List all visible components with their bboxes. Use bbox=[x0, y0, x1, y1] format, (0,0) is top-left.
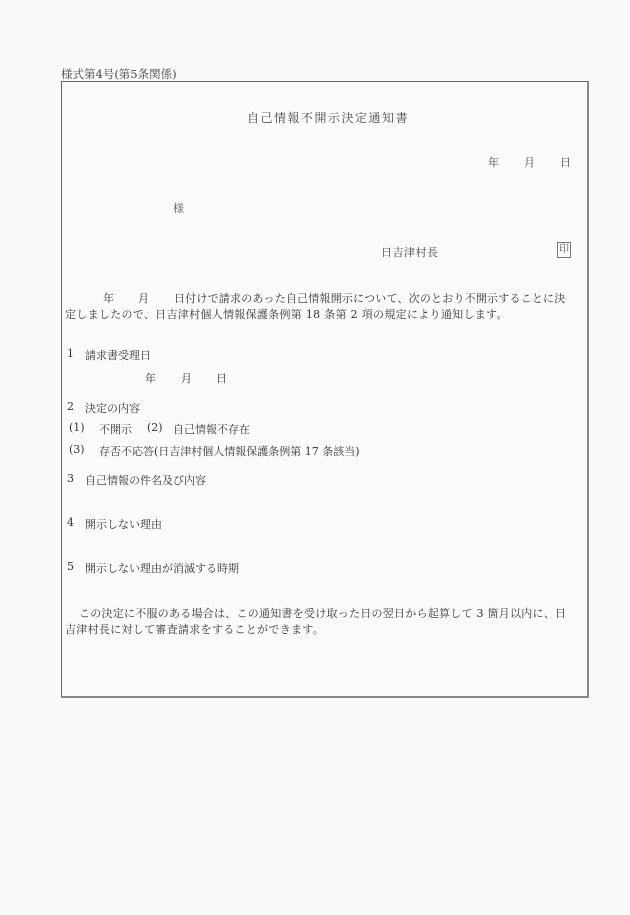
section-4-label: 開示しない理由 bbox=[85, 518, 162, 531]
header-date-month: 月 bbox=[524, 156, 535, 169]
intro-month: 月 bbox=[138, 292, 150, 305]
issuer-name: 日吉津村長 bbox=[381, 246, 439, 259]
intro-year: 年 bbox=[103, 292, 115, 305]
receipt-date-day: 日 bbox=[216, 372, 227, 385]
decision-option-3-number: (3) bbox=[69, 443, 85, 456]
section-2-label: 決定の内容 bbox=[85, 402, 140, 415]
seal-stamp-icon: 印 bbox=[557, 242, 571, 258]
intro-line-2: 定しましたので、日吉津村個人情報保護条例第 18 条第 2 項の規定により通知します。 bbox=[65, 308, 508, 321]
section-3-number: 3 bbox=[67, 472, 74, 485]
form-number-label: 様式第4号(第5条関係) bbox=[61, 67, 177, 81]
section-4-number: 4 bbox=[67, 516, 74, 529]
decision-option-2-number: (2) bbox=[147, 421, 163, 434]
addressee-suffix: 様 bbox=[173, 202, 184, 215]
decision-option-1-number: (1) bbox=[69, 421, 85, 434]
section-3-label: 自己情報の件名及び内容 bbox=[85, 474, 206, 487]
receipt-date-month: 月 bbox=[181, 372, 192, 385]
decision-option-2-label: 自己情報不存在 bbox=[173, 423, 250, 436]
appeal-notice-line-1: この決定に不服のある場合は、この通知書を受け取った日の翌日から起算して 3 箇月以内に、日 bbox=[79, 607, 567, 620]
section-2-number: 2 bbox=[67, 400, 74, 413]
section-5-number: 5 bbox=[67, 560, 74, 573]
section-1-label: 請求書受理日 bbox=[85, 349, 151, 362]
header-date-year: 年 bbox=[488, 156, 499, 169]
section-1-number: 1 bbox=[67, 347, 74, 360]
appeal-notice-line-2: 吉津村長に対して審査請求をすることができます。 bbox=[65, 623, 325, 636]
decision-option-1-label: 不開示 bbox=[99, 423, 132, 436]
receipt-date-year: 年 bbox=[145, 372, 156, 385]
section-5-label: 開示しない理由が消滅する時期 bbox=[85, 562, 239, 575]
document-title: 自己情報不開示決定通知書 bbox=[247, 111, 410, 125]
header-date-day: 日 bbox=[560, 156, 571, 169]
decision-option-3-label: 存否不応答(日吉津村個人情報保護条例第 17 条該当) bbox=[99, 445, 360, 458]
intro-line-1: 日付けで請求のあった自己情報開示について、次のとおり不開示することに決 bbox=[174, 292, 566, 305]
